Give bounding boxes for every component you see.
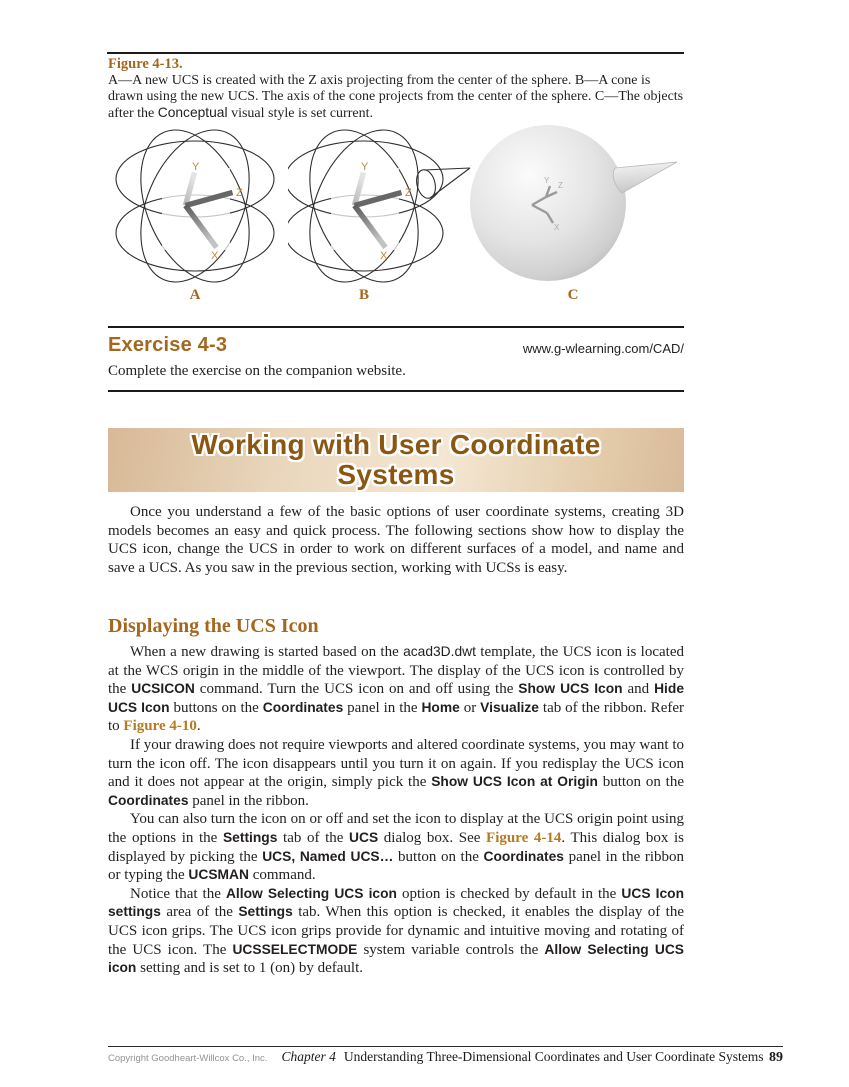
text-segment: panel in the ribbon. [188, 792, 309, 809]
text-segment: Hide UCS Icon [108, 681, 684, 715]
text-segment: Allow Selecting UCS icon [108, 941, 684, 976]
sphere-cone-wireframe-b-diagram [288, 126, 473, 288]
exercise-description: Complete the exercise on the companion website. [108, 363, 406, 379]
text-segment: panel in the [343, 699, 422, 716]
section-heading: Displaying the UCS Icon [108, 615, 319, 637]
text-segment: UCS [349, 829, 379, 845]
text-segment: acad3D.dwt [403, 644, 476, 659]
shaded-sphere [470, 125, 626, 281]
ucs-tripod [331, 161, 412, 262]
text-segment: or [459, 699, 481, 716]
text-segment: A—A new UCS is created with the Z axis projecting from the center of the sphere. B—A cone is drawn using the new UCS. The axis of the cone projects from the center of the sphere. C—The objects after the [108, 73, 684, 121]
exercise-title: Exercise 4-3 [108, 334, 228, 356]
footer-rule [108, 1046, 783, 1047]
body-paragraph [108, 736, 684, 810]
axis-label-x: X [380, 250, 388, 262]
panel-label-a: A [189, 287, 201, 303]
text-segment: command. Turn the UCS icon on and off using the [194, 681, 519, 698]
text-segment: Coordinates [483, 848, 564, 864]
text-segment: tab of the [277, 829, 350, 846]
text-segment: UCS Icon settings [108, 885, 685, 920]
figure-top-rule [107, 52, 684, 54]
text-segment: . This dialog box is displayed by picking the [108, 829, 685, 865]
footer-copyright: Copyright Goodheart-Willcox Co., Inc. [108, 1053, 268, 1064]
text-segment: Visualize [480, 699, 539, 715]
text-segment: Settings [238, 904, 293, 920]
text-segment: UCS, Named UCS… [262, 848, 394, 864]
chapter-banner [108, 428, 684, 492]
text-segment: button on the [393, 848, 484, 865]
sphere-wireframe-a-diagram [110, 126, 280, 288]
text-segment: Show UCS Icon at Origin [431, 774, 598, 790]
text-segment: Coordinates [262, 699, 344, 715]
text-segment: tab of the ribbon. Refer to [108, 699, 684, 735]
axis-label-x: X [554, 223, 560, 232]
text-segment: You can also turn the icon on or off and set the icon to display at the UCS origin point using the options in the [108, 811, 684, 846]
text-segment: template, the UCS icon is located at the WCS origin in the middle of the viewport. The display of the UCS icon is controlled by the [108, 644, 684, 698]
text-segment: UCSICON [131, 681, 195, 697]
exercise-top-rule [108, 326, 684, 328]
text-segment: area of the [160, 904, 239, 921]
text-segment: setting and is set to 1 (on) by default. [136, 960, 364, 977]
text-segment: option is checked by default in the [396, 885, 622, 902]
text-segment: visual style is set current. [227, 105, 373, 121]
text-segment: If your drawing does not require viewports and altered coordinate systems, you may want to turn the icon off. The icon disappears until you turn it on again. If you redisplay the UCS icon and it does not appear at the origin, simply pick the [108, 736, 684, 791]
axis-label-z: Z [558, 181, 563, 190]
section-body [108, 643, 684, 978]
footer-chapter-label: Chapter 4 [281, 1049, 336, 1064]
text-segment: UCSSELECTMODE [232, 941, 358, 957]
text-segment: UCSMAN [188, 867, 249, 883]
axis-label-x: X [211, 250, 219, 262]
figure-caption-block [108, 56, 685, 121]
footer [108, 1049, 783, 1066]
text-segment: panel in the ribbon or typing the [108, 848, 684, 884]
body-paragraph [108, 643, 684, 736]
text-segment: Conceptual [157, 104, 228, 120]
shaded-sphere-cone-c-diagram [468, 124, 680, 292]
intro-paragraph: Once you understand a few of the basic options of user coordinate systems, creating 3D models becomes an easy and quick process. The following sections show how to display the UCS icon, change the UCS in order to work on different surfaces of a model, and name and save a UCS. As you saw in the previous section, working with UCSs is easy. [108, 504, 684, 576]
text-segment: Figure 4-10 [123, 718, 197, 735]
text-segment: system variable controls the [357, 941, 545, 958]
text-segment: Coordinates [108, 792, 189, 808]
text-segment: . [196, 718, 201, 735]
text-segment: button on the [597, 774, 684, 791]
ucs-tripod [162, 161, 243, 262]
text-segment: Settings [222, 829, 278, 845]
cone-solid [613, 162, 677, 193]
exercise-bottom-rule [108, 390, 684, 392]
figure-caption-text [108, 73, 685, 121]
body-paragraph [108, 885, 684, 978]
panel-label-b: B [358, 287, 369, 303]
footer-page-number: 89 [769, 1050, 783, 1065]
text-segment: tab. When this option is checked, it enables the display of the UCS icon grips. The UCS icon grips provide for dynamic and intuitive moving and rotating of the UCS icon. The [108, 904, 684, 958]
text-segment: Figure 4-14 [486, 829, 562, 846]
axis-label-z: Z [405, 187, 412, 199]
text-segment: When a new drawing is started based on the [130, 644, 404, 660]
text-segment: buttons on the [169, 699, 263, 716]
intro-paragraph-block [108, 503, 684, 577]
text-segment: dialog box. See [378, 829, 487, 846]
chapter-banner-title: Working with User Coordinate Systems [191, 429, 601, 490]
text-segment: Allow Selecting UCS icon [225, 885, 397, 901]
figure-caption-label: Figure 4-13. [108, 56, 183, 72]
axis-label-y: Y [544, 176, 550, 185]
panel-label-c: C [567, 287, 579, 303]
footer-chapter-title: Understanding Three-Dimensional Coordinates and User Coordinate Systems [343, 1049, 764, 1064]
text-segment: Notice that the [130, 885, 226, 902]
axis-label-z: Z [236, 187, 243, 199]
text-segment: command. [248, 867, 316, 884]
exercise-website-url: www.g-wlearning.com/CAD/ [522, 341, 684, 356]
axis-label-y: Y [361, 161, 369, 173]
text-segment: Home [421, 699, 460, 715]
text-segment: and [622, 681, 655, 698]
body-paragraph [108, 810, 684, 884]
text-segment: Show UCS Icon [518, 681, 623, 697]
axis-label-y: Y [192, 161, 200, 173]
